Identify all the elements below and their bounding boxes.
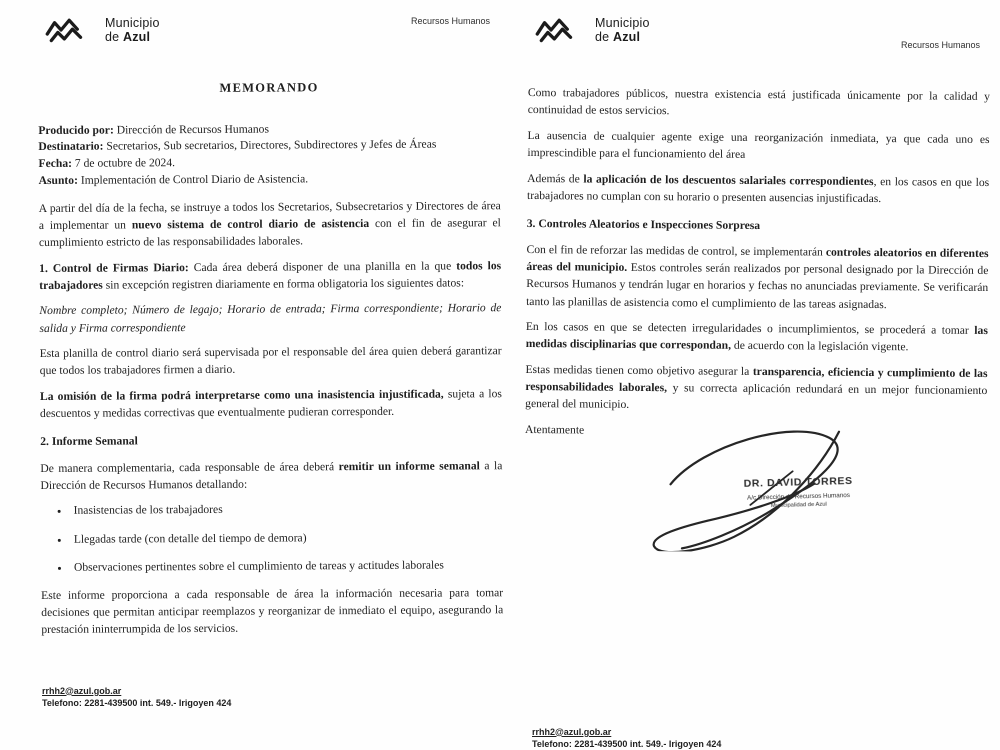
brand-name-line1: Municipio bbox=[595, 16, 650, 30]
department-label: Recursos Humanos bbox=[410, 16, 490, 26]
municipio-azul-logo-icon bbox=[44, 14, 96, 46]
text-run: sujeta a los descuentos y medidas correctivas que eventualmente pudieran corresponder. bbox=[39, 387, 502, 421]
text-run: La omisión de la firma podrá interpretarse como una inasistencia injustificada, bbox=[39, 387, 444, 404]
text-run: de acuerdo con la legislación vigente. bbox=[730, 339, 909, 354]
closing-salutation: Atentamente bbox=[524, 422, 585, 437]
signature-block bbox=[642, 426, 953, 549]
memo-title: MEMORANDO bbox=[219, 80, 319, 95]
text-run: todos los trabajadores bbox=[39, 258, 502, 292]
brand-name bbox=[595, 16, 650, 44]
text-run: De manera complementaria, cada responsable de área deberá bbox=[40, 459, 339, 475]
text-run: Fecha: bbox=[38, 156, 73, 171]
page1-body bbox=[38, 77, 503, 638]
text-run: Implementación de Control Diario de Asistencia. bbox=[77, 172, 309, 187]
paragraph-objetivo bbox=[525, 361, 987, 416]
paragraph-trabajadores bbox=[528, 84, 990, 122]
text-run: a la Dirección de Recursos Humanos detallando: bbox=[40, 458, 503, 492]
text-run: Esta planilla de control diario será supervisada por el responsable del área quien deberá garantizar que todos los trabajadores firmen a diario. bbox=[39, 344, 502, 378]
brand-name-line2: de bbox=[595, 30, 613, 44]
brand-name-line2: de bbox=[105, 30, 123, 44]
municipio-azul-logo-icon bbox=[534, 14, 586, 46]
list-item: • Observaciones pertinentes sobre el cumplimiento de tareas y actitudes laborales bbox=[71, 556, 503, 576]
page1-footer bbox=[42, 685, 231, 709]
department-label: Recursos Humanos bbox=[900, 40, 980, 50]
contact-email: rrhh2@azul.gob.ar bbox=[42, 685, 122, 696]
meta-asunto bbox=[39, 170, 501, 190]
text-run: A partir del día de la fecha, se instruye a todos los Secretarios, Subsecretarios y Directores de área a implementar un bbox=[38, 198, 501, 232]
list-item: • Inasistencias de los trabajadores bbox=[71, 500, 503, 520]
text-run: Como trabajadores públicos, nuestra existencia está justificada únicamente por la calidad y continuidad de estos servicios. bbox=[527, 85, 990, 118]
text-run: En los casos en que se detecten irregularidades o incumplimientos, se procederá a tomar bbox=[525, 320, 975, 338]
text-run: Cada área deberá disponer de una planilla en la que bbox=[188, 259, 457, 274]
text-run: Producido por: bbox=[38, 123, 114, 137]
text-run: las medidas disciplinarias que correspondan, bbox=[525, 324, 988, 353]
brand-name bbox=[105, 16, 160, 44]
text-run: Estos controles serán realizados por personal designado por la Dirección de Recursos Humanos y tendrán lugar en horarios y fechas no anunciadas previamente. Se verificarán tanto las planillas de asistencia como el cumplimiento de las tareas asignadas. bbox=[526, 261, 989, 311]
memo-meta-block bbox=[38, 120, 500, 190]
text-run: 7 de octubre de 2024. bbox=[71, 156, 176, 170]
paragraph-supervision bbox=[40, 342, 502, 379]
text-run: nuevo sistema de control diario de asistencia bbox=[131, 216, 370, 232]
contact-phone: Telefono: 2281-439500 int. 549.- Irigoyen 424 bbox=[532, 738, 722, 749]
paragraph-informe bbox=[40, 457, 502, 494]
text-run: Este informe proporciona a cada responsable de área la información necesaria para tomar decisiones que permitan anticipar reemplazos y reorganizar de inmediato el equipo, asegurando la prestación ininterrumpida de los servicios. bbox=[41, 586, 504, 637]
text-run: Secretarios, Sub secretarios, Directores, Subdirectores y Jefes de Áreas bbox=[103, 137, 437, 153]
signer-name: DR. DAVID TORRES bbox=[743, 474, 853, 490]
list-item: • Llegadas tarde (con detalle del tiempo de demora) bbox=[71, 528, 503, 548]
text-run: con el fin de asegurar el cumplimiento estricto de las responsabilidades laborales. bbox=[38, 216, 501, 249]
section1-paragraph bbox=[39, 257, 501, 294]
text-run: transparencia, eficiencia y cumplimiento de las responsabilidades laborales, bbox=[525, 365, 988, 395]
text-run: y su correcta aplicación redundará en un mejor funcionamiento general del municipio. bbox=[525, 381, 988, 412]
text-run: , en los casos en que los trabajadores no cumplan con su horario o presenten ausencias injustificadas. bbox=[526, 174, 990, 205]
section2-heading: 2. Informe Semanal bbox=[40, 434, 138, 449]
meta-destinatario bbox=[38, 136, 500, 156]
text-run: Dirección de Recursos Humanos bbox=[113, 122, 270, 137]
section3-heading: 3. Controles Aleatorios e Inspecciones Sorpresa bbox=[526, 216, 761, 232]
text-run: controles aleatorios en diferentes áreas del municipio. bbox=[526, 245, 989, 275]
text-run: 1. Control de Firmas Diario: bbox=[39, 260, 189, 275]
brand-name-azul: Azul bbox=[612, 30, 641, 44]
memo-page-2 bbox=[524, 0, 990, 749]
paragraph-cierre bbox=[41, 584, 503, 638]
weekly-report-list bbox=[71, 500, 503, 576]
signer-org: Municipalidad de Azul bbox=[770, 501, 827, 509]
page2-header bbox=[528, 14, 990, 60]
contact-email: rrhh2@azul.gob.ar bbox=[532, 726, 612, 737]
text-run: Además de bbox=[527, 171, 584, 186]
page2-body bbox=[524, 84, 990, 549]
text-run: Destinatario: bbox=[38, 139, 104, 154]
paragraph-ausencia bbox=[527, 127, 989, 165]
brand-name-azul: Azul bbox=[122, 30, 151, 44]
text-run: sin excepción registren diariamente en forma obligatoria los siguientes datos: bbox=[102, 276, 465, 292]
text-run: Nombre completo; Número de legajo; Horario de entrada; Firma correspondiente; Horario de salida y Firma correspondiente bbox=[39, 301, 502, 335]
brand-name-line1: Municipio bbox=[105, 16, 160, 30]
text-run: la aplicación de los descuentos salariales correspondientes bbox=[583, 172, 874, 188]
paragraph-fields bbox=[39, 300, 501, 337]
memo-page-1 bbox=[38, 0, 504, 741]
signer-role: A/c Dirección de Recursos Humanos bbox=[747, 491, 851, 501]
paragraph-intro bbox=[39, 197, 501, 251]
page2-footer bbox=[532, 726, 721, 750]
text-run: remitir un informe semanal bbox=[338, 458, 480, 473]
text-run: La ausencia de cualquier agente exige una reorganización inmediata, ya que cada uno es imprescindible para el funcionamiento del área bbox=[527, 128, 990, 161]
page1-header bbox=[38, 14, 500, 60]
text-run: Asunto: bbox=[38, 173, 78, 187]
text-run: Estas medidas tienen como objetivo asegurar la bbox=[525, 363, 753, 379]
text-run: Con el fin de reforzar las medidas de control, se implementarán bbox=[526, 243, 826, 259]
paragraph-medidas bbox=[526, 318, 988, 356]
paragraph-controles bbox=[526, 241, 989, 314]
signature-stamp bbox=[708, 473, 889, 512]
paragraph-omision bbox=[40, 385, 502, 422]
contact-phone: Telefono: 2281-439500 int. 549.- Irigoyen 424 bbox=[42, 697, 232, 708]
paragraph-ademas bbox=[527, 170, 989, 208]
